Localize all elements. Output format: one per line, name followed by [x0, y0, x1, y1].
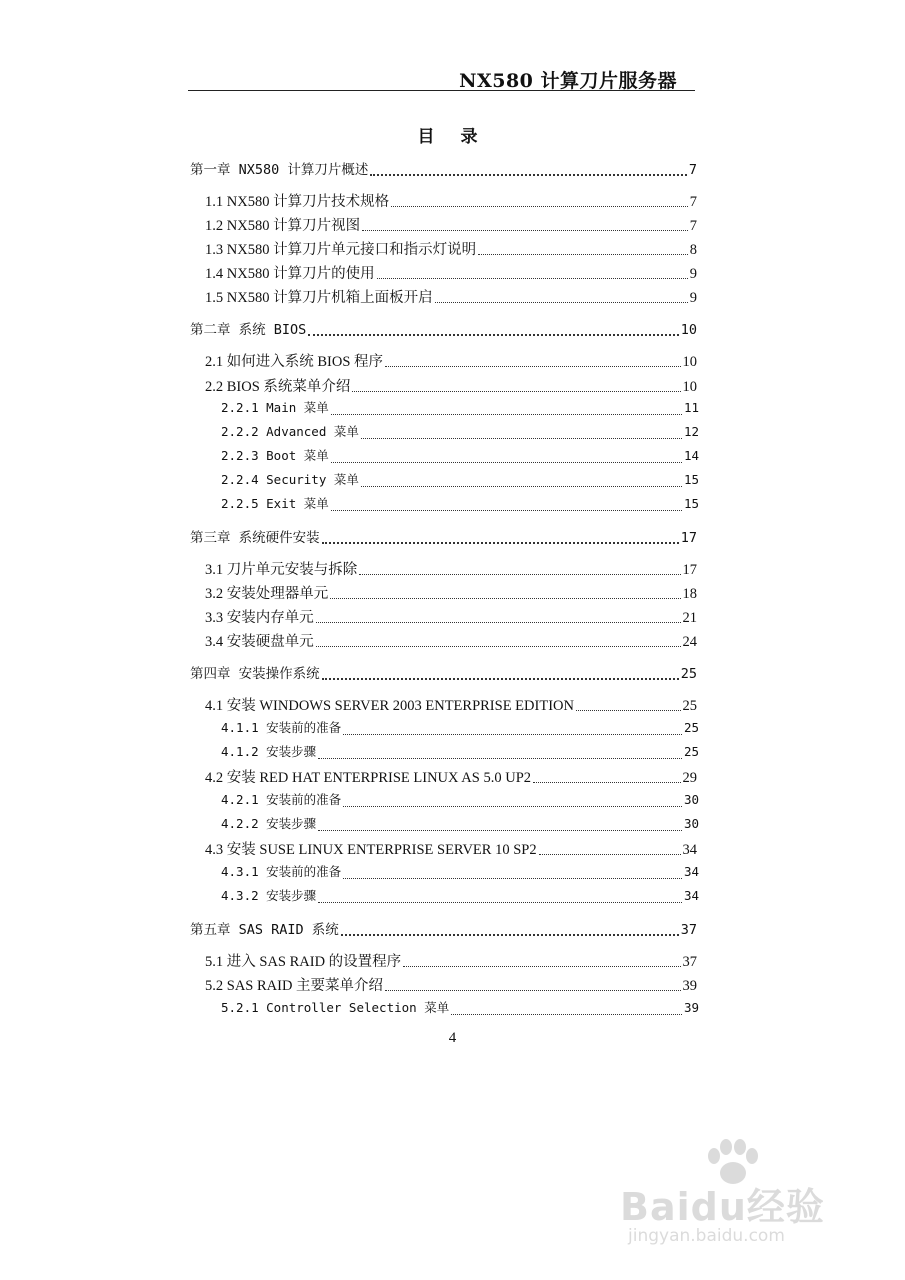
- toc-dot-leader: [361, 486, 682, 487]
- toc-dot-leader: [377, 278, 688, 279]
- toc-dot-leader: [359, 574, 680, 575]
- toc-entry-label: 3.3 安装内存单元: [205, 610, 314, 626]
- toc-entry-subsection[interactable]: [221, 494, 699, 516]
- toc-entry-page: 18: [682, 586, 697, 602]
- toc-entry-page: 11: [683, 400, 699, 415]
- toc-entry-page: 17: [680, 530, 697, 546]
- toc-dot-leader: [352, 391, 680, 392]
- toc-entry-label: 4.3.2 安装步骤: [221, 888, 317, 903]
- toc-entry-page: 17: [682, 562, 697, 578]
- toc-dot-leader: [316, 622, 681, 623]
- toc-entry-page: 7: [688, 162, 697, 178]
- toc-entry-page: 21: [682, 610, 697, 626]
- toc-heading: 目 录: [417, 127, 488, 147]
- toc-dot-leader: [322, 678, 679, 680]
- toc-entry-label: 5.2.1 Controller Selection 菜单: [221, 1000, 450, 1015]
- toc-entry-section[interactable]: [205, 974, 697, 996]
- toc-entry-page: 24: [682, 634, 697, 650]
- toc-entry-section[interactable]: [205, 214, 697, 236]
- toc-entry-label: 4.3 安装 SUSE LINUX ENTERPRISE SERVER 10 SP2: [205, 842, 537, 858]
- toc-entry-label: 2.2.5 Exit 菜单: [221, 496, 329, 511]
- toc-entry-label: 5.2 SAS RAID 主要菜单介绍: [205, 978, 384, 994]
- toc-entry-subsection[interactable]: [221, 742, 699, 764]
- toc-entry-page: 14: [683, 448, 699, 463]
- toc-entry-page: 9: [689, 266, 697, 282]
- watermark-brand: Baidu经验: [620, 1185, 825, 1229]
- toc-dot-leader: [331, 414, 682, 415]
- toc-entry-chapter[interactable]: [190, 918, 697, 940]
- toc-entry-page: 34: [683, 888, 699, 903]
- toc-dot-leader: [308, 334, 678, 336]
- toc-entry-page: 34: [683, 864, 699, 879]
- toc-dot-leader: [343, 806, 682, 807]
- toc-entry-subsection[interactable]: [221, 998, 699, 1020]
- toc-entry-label: 4.1 安装 WINDOWS SERVER 2003 ENTERPRISE EDITION: [205, 698, 574, 714]
- toc-entry-page: 10: [680, 322, 697, 338]
- toc-entry-label: 1.1 NX580 计算刀片技术规格: [205, 194, 390, 210]
- toc-dot-leader: [539, 854, 681, 855]
- toc-dot-leader: [341, 934, 679, 936]
- toc-entry-page: 39: [683, 1000, 699, 1015]
- toc-entry-subsection[interactable]: [221, 718, 699, 740]
- toc-entry-page: 7: [689, 194, 697, 210]
- toc-entry-label: 4.3.1 安装前的准备: [221, 864, 342, 879]
- toc-entry-subsection[interactable]: [221, 814, 699, 836]
- toc-entry-subsection[interactable]: [221, 446, 699, 468]
- toc-entry-page: 15: [683, 472, 699, 487]
- toc-dot-leader: [361, 438, 682, 439]
- toc-entry-section[interactable]: [205, 582, 697, 604]
- toc-entry-page: 34: [682, 842, 697, 858]
- toc-entry-label: 3.4 安装硬盘单元: [205, 634, 314, 650]
- toc-entry-page: 30: [683, 816, 699, 831]
- toc-entry-chapter[interactable]: [190, 526, 697, 548]
- toc-entry-section[interactable]: [205, 694, 697, 716]
- toc-entry-page: 37: [680, 922, 697, 938]
- toc-dot-leader: [343, 734, 682, 735]
- toc-dot-leader: [330, 598, 680, 599]
- toc-entry-chapter[interactable]: [190, 662, 697, 684]
- toc-entry-label: 2.2 BIOS 系统菜单介绍: [205, 379, 351, 395]
- toc-entry-page: 10: [682, 379, 697, 395]
- toc-entry-label: 1.4 NX580 计算刀片的使用: [205, 266, 375, 282]
- toc-dot-leader: [370, 174, 686, 176]
- toc-entry-label: 第一章 NX580 计算刀片概述: [190, 162, 369, 178]
- toc-entry-page: 7: [689, 218, 697, 234]
- toc-entry-page: 30: [683, 792, 699, 807]
- toc-dot-leader: [318, 902, 682, 903]
- toc-entry-label: 第三章 系统硬件安装: [190, 530, 320, 546]
- toc-entry-page: 25: [683, 744, 699, 759]
- toc-entry-label: 1.3 NX580 计算刀片单元接口和指示灯说明: [205, 242, 477, 258]
- toc-entry-label: 4.1.2 安装步骤: [221, 744, 317, 759]
- toc-dot-leader: [362, 230, 688, 231]
- toc-entry-page: 10: [682, 354, 697, 370]
- toc-entry-label: 5.1 进入 SAS RAID 的设置程序: [205, 954, 402, 970]
- toc-entry-label: 1.5 NX580 计算刀片机箱上面板开启: [205, 290, 433, 306]
- toc-entry-subsection[interactable]: [221, 422, 699, 444]
- toc-entry-label: 4.2.1 安装前的准备: [221, 792, 342, 807]
- toc-entry-section[interactable]: [205, 262, 697, 284]
- toc-entry-subsection[interactable]: [221, 790, 699, 812]
- toc-entry-chapter[interactable]: [190, 318, 697, 340]
- toc-entry-section[interactable]: [205, 190, 697, 212]
- toc-entry-page: 25: [680, 666, 697, 682]
- toc-entry-page: 39: [682, 978, 697, 994]
- toc-entry-page: 29: [682, 770, 697, 786]
- toc-entry-section[interactable]: [205, 766, 697, 788]
- toc-entry-label: 3.1 刀片单元安装与拆除: [205, 562, 358, 578]
- toc-entry-label: 3.2 安装处理器单元: [205, 586, 329, 602]
- toc-dot-leader: [533, 782, 680, 783]
- baidu-jingyan-watermark: [620, 1138, 850, 1258]
- toc-entry-section[interactable]: [205, 350, 697, 372]
- toc-entry-section[interactable]: [205, 238, 697, 260]
- toc-dot-leader: [316, 646, 681, 647]
- toc-dot-leader: [478, 254, 688, 255]
- toc-entry-section[interactable]: [205, 630, 697, 652]
- toc-entry-page: 25: [683, 720, 699, 735]
- toc-dot-leader: [318, 830, 682, 831]
- header-title: NX580 计算刀片服务器: [459, 70, 677, 92]
- toc-dot-leader: [385, 366, 680, 367]
- page-number: 4: [448, 1030, 457, 1046]
- toc-entry-subsection[interactable]: [221, 862, 699, 884]
- toc-dot-leader: [385, 990, 680, 991]
- toc-dot-leader: [435, 302, 688, 303]
- toc-entry-label: 2.2.2 Advanced 菜单: [221, 424, 359, 439]
- toc-dot-leader: [322, 542, 679, 544]
- toc-dot-leader: [403, 966, 680, 967]
- toc-entry-subsection[interactable]: [221, 398, 699, 420]
- toc-dot-leader: [343, 878, 682, 879]
- toc-entry-page: 15: [683, 496, 699, 511]
- toc-entry-label: 4.2 安装 RED HAT ENTERPRISE LINUX AS 5.0 UP2: [205, 770, 532, 786]
- toc-entry-subsection[interactable]: [221, 886, 699, 908]
- toc-entry-chapter[interactable]: [190, 158, 697, 180]
- toc-dot-leader: [331, 462, 682, 463]
- toc-entry-label: 2.2.3 Boot 菜单: [221, 448, 329, 463]
- toc-entry-label: 第二章 系统 BIOS: [190, 322, 307, 338]
- toc-entry-label: 第四章 安装操作系统: [190, 666, 320, 682]
- toc-entry-page: 37: [682, 954, 697, 970]
- toc-dot-leader: [391, 206, 688, 207]
- toc-entry-section[interactable]: [205, 558, 697, 580]
- toc-entry-label: 4.2.2 安装步骤: [221, 816, 317, 831]
- toc-entry-label: 4.1.1 安装前的准备: [221, 720, 342, 735]
- toc-entry-label: 2.2.1 Main 菜单: [221, 400, 329, 415]
- toc-entry-subsection[interactable]: [221, 470, 699, 492]
- toc-dot-leader: [331, 510, 682, 511]
- toc-entry-section[interactable]: [205, 606, 697, 628]
- watermark-url: jingyan.baidu.com: [628, 1226, 785, 1246]
- toc-entry-label: 第五章 SAS RAID 系统: [190, 922, 339, 938]
- toc-dot-leader: [576, 710, 681, 711]
- toc-entry-page: 25: [682, 698, 697, 714]
- toc-dot-leader: [451, 1014, 682, 1015]
- toc-entry-page: 8: [689, 242, 697, 258]
- toc-entry-page: 9: [689, 290, 697, 306]
- toc-entry-section[interactable]: [205, 286, 697, 308]
- toc-entry-section[interactable]: [205, 838, 697, 860]
- toc-entry-label: 2.2.4 Security 菜单: [221, 472, 359, 487]
- toc-dot-leader: [318, 758, 682, 759]
- toc-entry-section[interactable]: [205, 950, 697, 972]
- toc-entry-section[interactable]: [205, 375, 697, 397]
- toc-entry-page: 12: [683, 424, 699, 439]
- toc-entry-label: 1.2 NX580 计算刀片视图: [205, 218, 361, 234]
- toc-entry-label: 2.1 如何进入系统 BIOS 程序: [205, 354, 384, 370]
